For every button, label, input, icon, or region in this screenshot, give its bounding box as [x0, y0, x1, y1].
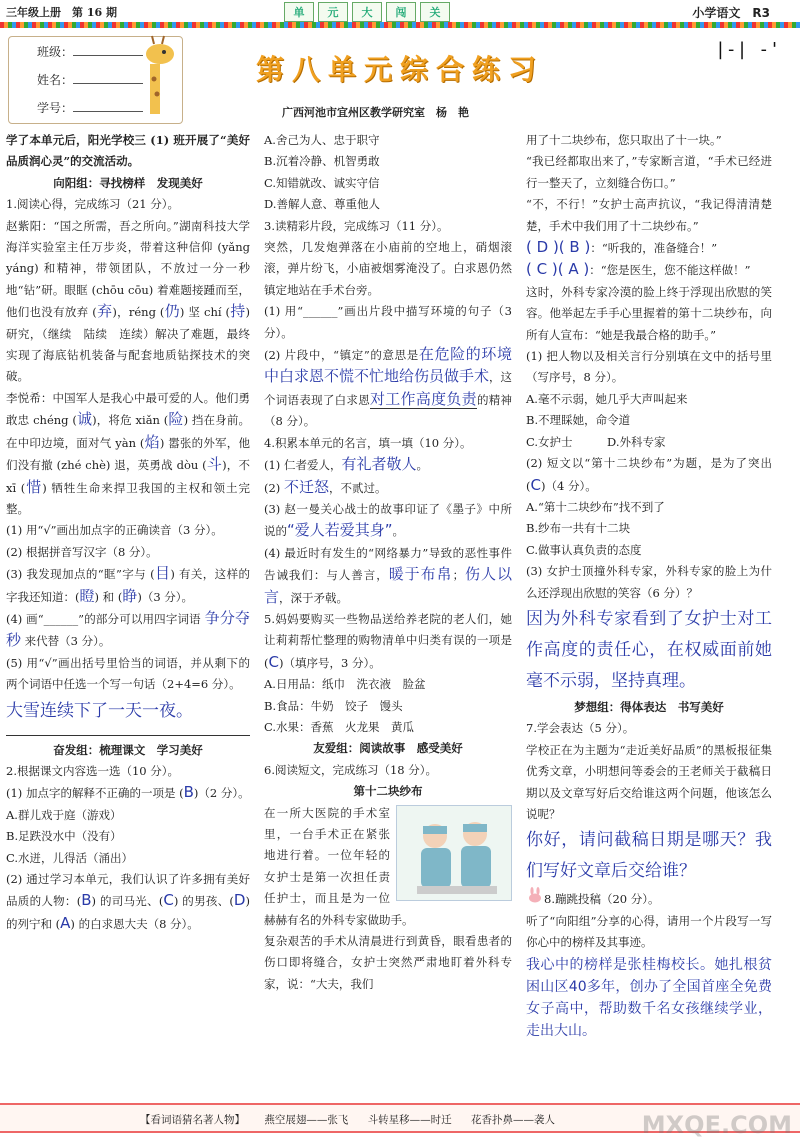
sub-question: (5) 用“√”画出括号里恰当的词语，并从剩下的两个词语中任选一个写一句话（2+4=6 分）。: [6, 655, 250, 692]
intro-text: 学了本单元后，阳光学校三 (1) 班开展了“美好品质润心灵”的交流活动。: [6, 133, 250, 169]
answer: C: [268, 652, 279, 671]
sub-question: (2) 不迁怒，不贰过。: [264, 477, 387, 496]
passage: 复杂艰苦的手术从清晨进行到黄昏，眼看患者的伤口即将缝合，女护士突然严肃地盯着外科专家，说：“大夫，我们: [264, 934, 512, 991]
option: C.水果：香蕉 火龙果 黄瓜: [264, 719, 415, 734]
option: B.沉着冷静、机智勇敢: [264, 154, 380, 169]
issue-label: 三年级上册 第 16 期: [6, 6, 117, 19]
answer: 惜: [25, 477, 43, 496]
answer: 险: [168, 410, 184, 429]
subject-label: 小学语文 R3: [692, 6, 770, 20]
divider: [6, 735, 250, 736]
section-heading: 向阳组：寻找榜样 发现美好: [53, 175, 203, 190]
page-title: 第八单元综合练习: [255, 53, 544, 86]
sub-question: (4) 画“______”的部分可以用四字词语 争分夺秒 来代替（3 分）。: [6, 608, 251, 650]
sub-question: (1) 仁者爱人，有礼者敬人。: [264, 455, 428, 474]
option: A.日用品：纸巾 洗衣液 脸盆: [264, 677, 426, 692]
passage: 突然，几发炮弹落在小庙前的空地上，硝烟滚滚，弹片纷飞，小庙被烟雾淹没了。白求恩仍然镇定地站在手术台旁。: [264, 240, 512, 297]
option: C.知错就改、诚实守信: [264, 175, 380, 190]
rabbit-icon: [526, 887, 544, 903]
question: 3.读精彩片段，完成练习（11 分）。: [264, 218, 449, 233]
answer: 瞪: [79, 586, 95, 605]
answer: A: [60, 913, 71, 932]
answer: 仍: [164, 302, 180, 321]
banner-char: 大: [352, 2, 382, 22]
sub-question: (2) 通过学习本单元，我们认识了许多拥有美好品质的人物：(B) 的司马光、(C) 的男孩、(D) 的列宁和 (A) 的白求恩大夫（8 分）。: [6, 872, 250, 932]
answer: C: [163, 891, 174, 910]
section-heading: 奋发组：梳理课文 学习美好: [53, 742, 203, 757]
footer-item: 花香扑鼻——袭人: [471, 1114, 556, 1126]
answer: 因为外科专家看到了女护士对工作高度的责任心，在权威面前她毫不示弱，坚持真理。: [526, 608, 772, 691]
passage: “不，不行！”女护士高声抗议，“我记得清清楚楚，手术中我们用了十二块纱布。”: [526, 197, 772, 233]
question: 8.蹦跳投稿（20 分）。: [526, 887, 772, 910]
watermark: MXQE.COM: [641, 1111, 792, 1139]
option: A.“第十二块纱布”找不到了: [526, 499, 665, 514]
answer: 有礼者敬人: [341, 455, 417, 474]
answer: D: [233, 891, 246, 910]
sub-question: (1) 把人物以及相关言行分别填在文中的括号里（写序号，8 分）。: [526, 349, 772, 385]
sub-question: (3) 赵一曼关心战士的故事印证了《墨子》中所说的“爱人若爱其身”。: [264, 501, 512, 540]
passage: 听了“向阳组”分享的心得，请用一个片段写一写你心中的榜样及其事迹。: [526, 913, 772, 950]
banner-char: 单: [284, 2, 314, 22]
answer: B: [81, 891, 92, 910]
corner-mark: |-| -': [714, 39, 780, 60]
page-header: [0, 0, 800, 22]
doctors-icon: [397, 806, 513, 902]
sub-question: (3) 女护士顶撞外科专家，外科专家的脸上为什么还浮现出欣慰的笑容（6 分）？: [526, 564, 772, 600]
id-label: 学号：: [37, 101, 74, 115]
surgery-illustration: [396, 805, 512, 901]
option: C.女护士 D.外科专家: [526, 434, 666, 449]
banner: [284, 2, 450, 22]
answer: 暖于布帛: [388, 565, 453, 584]
answer: 在危险的环境中白求恩不慌不忙地给伤员做手术: [264, 345, 512, 386]
answer: ( D )( B ): [526, 238, 591, 257]
passage: 赵紫阳：“国之所需，吾之所向。”湖南科技大学海洋实验室主任万步炎，带着这种信仰 (yǎng yáng) 和精神，带领团队，不放过一分一秒地“钻”研。眼眶 (chōu cōu) 着难题接踵而至，他们也没有放弃 (弃)，réng (仍) 坚 chí (持) 研究，（继续 陆续 连续）解决了难题，最终实现了海底钻机装备与配套地质钻探技术的突破。: [6, 218, 250, 384]
option: B.纱布一共有十二块: [526, 521, 631, 536]
name-label: 姓名：: [37, 73, 74, 87]
sub-question: (1) 用“______”画出片段中描写环境的句子（3 分）。: [264, 304, 512, 340]
answer: 诚: [76, 410, 93, 429]
answer: 持: [229, 302, 246, 321]
footer-label: 【看词语猜名著人物】: [140, 1114, 245, 1126]
footer-item: 燕空展翅——张飞: [264, 1114, 349, 1126]
column-right: [526, 130, 772, 1042]
sub-question: (2) 根据拼音写汉字（8 分）。: [6, 544, 158, 559]
option: B.不理睬她，命令道: [526, 413, 631, 428]
answer: B: [183, 783, 194, 802]
sub-question: (2) 片段中，“镇定”的意思是在危险的环境中白求恩不慌不忙地给伤员做手术，这个词语表现了白求恩对工作高度负责的精神（8 分）。: [264, 345, 513, 429]
passage: 用了十二块纱布，您只取出了十一块。”: [526, 133, 722, 147]
option: D.善解人意、尊重他人: [264, 197, 380, 212]
question: 1.阅读心得，完成练习（21 分）。: [6, 197, 180, 212]
story-title: 第十二块纱布: [353, 784, 423, 799]
answer: 焰: [144, 432, 160, 451]
question: 7.学会表达（5 分）。: [526, 721, 635, 736]
sub-question: (2) 短文以“第十二块纱布”为题，是为了突出 (C)（4 分）。: [526, 456, 772, 494]
option: B.食品：牛奶 饺子 馒头: [264, 698, 403, 713]
question: 6.阅读短文，完成练习（18 分）。: [264, 762, 438, 777]
option: A.舍己为人、忠于职守: [264, 133, 380, 147]
answer: 睁: [122, 586, 138, 605]
answer: 对工作高度负责: [370, 389, 477, 408]
column-middle: [264, 130, 512, 995]
banner-char: 元: [318, 2, 348, 22]
passage: ( C )( A )：“您是医生，您不能这样做！”: [526, 260, 751, 279]
answer: 你好，请问截稿日期是哪天？我们写好文章后交给谁？: [526, 830, 772, 882]
column-left: [6, 130, 250, 935]
question: 4.积累本单元的名言，填一填（10 分）。: [264, 435, 472, 450]
question: 2.根据课文内容选一选（10 分）。: [6, 763, 180, 778]
sub-question: (3) 我发现加点的“眶”字与 (目) 有关，这样的字我还知道：(瞪) 和 (睁)（3 分）。: [6, 564, 250, 605]
section-heading: 友爱组：阅读故事 感受美好: [313, 741, 463, 756]
footer-item: 斗转星移——时迁: [367, 1114, 452, 1126]
passage: “我已经都取出来了，”专家断言道，“手术已经进行一整天了，立刻缝合伤口。”: [526, 154, 772, 190]
question: 5.妈妈要购买一些物品送给养老院的老人们，她让莉莉帮忙整理的购物清单中归类有误的一项是 (C)（填序号，3 分）。: [264, 611, 512, 671]
answer: 伤人以言: [264, 565, 512, 606]
passage: 这时，外科专家冷漠的脸上终于浮现出欣慰的笑容。他举起左手手心里握着的第十二块纱布，向所有人宣布：“她是我最合格的助手。”: [526, 284, 772, 342]
option: A.毫不示弱，她几乎大声叫起来: [526, 391, 688, 406]
option: B.足跌没水中（没有）: [6, 829, 122, 844]
answer: 斗: [206, 455, 223, 474]
answer: 不迁怒: [283, 477, 329, 496]
answer: 弃: [96, 302, 113, 321]
answer: 争分夺秒: [6, 608, 251, 650]
answer: 我心中的榜样是张桂梅校长。她扎根贫困山区40多年，创办了全国首座全免费女子高中，帮助数千名女孩继续学业，走出大山。: [526, 956, 772, 1039]
answer: C: [530, 475, 541, 494]
passage: 在一所大医院的手术室里，一台手术正在紧张地进行着。一位年轻的女护士是第一次担任责任护士，而且是为一位赫赫有名的外科专家做助手。: [264, 805, 414, 927]
class-label: 班级：: [37, 45, 74, 59]
banner-char: 闯: [386, 2, 416, 22]
sub-question: (1) 加点字的解释不正确的一项是 (B)（2 分）。: [6, 783, 250, 802]
answer: “爱人若爱其身”: [287, 521, 393, 540]
option: C.水迸，儿得活（涌出）: [6, 850, 134, 865]
answer: ( C )( A ): [526, 260, 590, 279]
sub-question: (4) 最近时有发生的“网络暴力”导致的恶性事件告诫我们：与人善言，暖于布帛；伤人以言，深于矛戟。: [264, 545, 512, 606]
banner-char: 关: [420, 2, 450, 22]
section-heading: 梦想组：得体表达 书写美好: [574, 699, 724, 714]
sub-question: (1) 用“√”画出加点字的正确读音（3 分）。: [6, 523, 223, 538]
author-line: 广西河池市宜州区教学研究室 杨 艳: [282, 106, 469, 119]
answer: 目: [154, 564, 171, 583]
answer: 大雪连续下了一天一夜。: [6, 700, 193, 721]
passage: 学校正在为主题为“走近美好品质”的黑板报征集优秀文章，小明想问等委会的王老师关于截稿日期以及文章写好后交给谁这两个问题，他该怎么说呢？: [526, 742, 772, 821]
option: A.群儿戏于庭（游戏）: [6, 807, 122, 822]
divider: [0, 22, 800, 28]
option: C.做事认真负责的态度: [526, 542, 642, 557]
giraffe-icon: [130, 34, 184, 124]
passage: 李悦希：中国军人是我心中最可爱的人。他们勇敢忠 chéng (诚)，将危 xiǎn (险) 挡在身前。在中印边境，面对气 yàn (焰) 嚣张的外军，他们没有撤 (zhé chè) 退，英勇战 dòu (斗)，不 xī (惜) 牺牲生命来捍卫我国的主权和领土完整。: [6, 390, 250, 516]
passage: ( D )( B )：“听我的，准备缝合！”: [526, 238, 718, 257]
